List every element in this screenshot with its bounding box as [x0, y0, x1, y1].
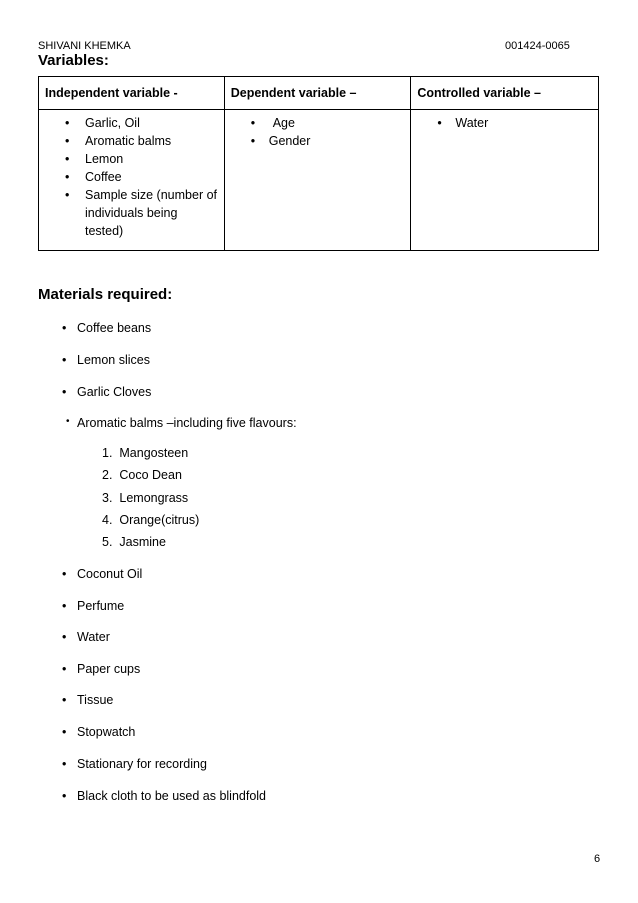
independent-cell: • Garlic, Oil • Aromatic balms • Lemon • Coffee • Sample size (number of individuals being tested): [39, 110, 225, 251]
list-item: Garlic, Oil: [85, 116, 140, 130]
numbered-item: 5. Jasmine: [102, 535, 166, 549]
page-number: 6: [594, 853, 601, 865]
list-item: Gender: [268, 134, 311, 148]
numbered-item: 3. Lemongrass: [102, 491, 189, 505]
list-item: Sample size (number of: [85, 188, 218, 202]
list-item: Water: [455, 116, 489, 130]
numbered-item: 1. Mangosteen: [102, 446, 189, 460]
header-author: SHIVANI KHEMKA: [38, 40, 131, 52]
list-item-continuation: tested): [85, 224, 124, 238]
dependent-cell: • Age • Gender: [224, 110, 411, 251]
list-item: Age: [272, 116, 295, 130]
numbered-item: 4. Orange(citrus): [102, 513, 200, 527]
list-item: Lemon: [85, 152, 124, 166]
list-item: Coffee: [85, 170, 122, 184]
materials-heading: Materials required:: [38, 286, 173, 303]
variables-table: [38, 76, 599, 251]
header-code: 001424-0065: [505, 40, 570, 52]
list-item-continuation: individuals being: [85, 206, 178, 220]
numbered-item: 2. Coco Dean: [102, 468, 182, 482]
col-header-dependent: Dependent variable –: [224, 77, 411, 110]
controlled-cell: • Water: [411, 110, 599, 251]
variables-heading: Variables:: [38, 52, 109, 69]
col-header-independent: Independent variable -: [39, 77, 225, 110]
list-item: Aromatic balms: [85, 134, 172, 148]
col-header-controlled: Controlled variable –: [411, 77, 599, 110]
